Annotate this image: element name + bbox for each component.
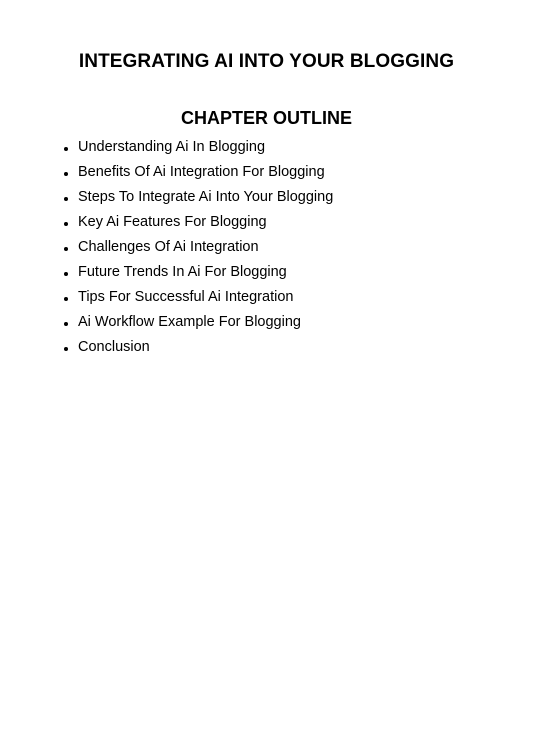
list-item [62, 161, 333, 186]
bullet-icon [64, 272, 68, 276]
list-item [62, 136, 333, 161]
bullet-icon [64, 247, 68, 251]
bullet-icon [64, 297, 68, 301]
list-item [62, 336, 333, 361]
bullet-icon [64, 147, 68, 151]
list-item-text: Benefits Of Ai Integration For Blogging [78, 164, 325, 180]
list-item-text: Tips For Successful Ai Integration [78, 289, 294, 305]
bullet-icon [64, 322, 68, 326]
bullet-icon [64, 197, 68, 201]
bullet-icon [64, 347, 68, 351]
page-title: INTEGRATING AI INTO YOUR BLOGGING [78, 51, 455, 72]
bullet-icon [64, 172, 68, 176]
list-item [62, 311, 333, 336]
list-item-text: Conclusion [78, 339, 150, 355]
list-item [62, 211, 333, 236]
list-item-text: Future Trends In Ai For Blogging [78, 264, 287, 280]
chapter-outline-list [62, 136, 333, 361]
list-item-text: Steps To Integrate Ai Into Your Blogging [78, 189, 334, 205]
list-item [62, 236, 333, 261]
list-item-text: Ai Workflow Example For Blogging [78, 314, 301, 330]
list-item-text: Key Ai Features For Blogging [78, 214, 267, 230]
list-item [62, 261, 333, 286]
list-item-text: Understanding Ai In Blogging [78, 139, 266, 155]
list-item [62, 186, 333, 211]
list-item-text: Challenges Of Ai Integration [78, 239, 259, 255]
bullet-icon [64, 222, 68, 226]
list-item [62, 286, 333, 311]
chapter-outline-heading: CHAPTER OUTLINE [181, 108, 352, 128]
